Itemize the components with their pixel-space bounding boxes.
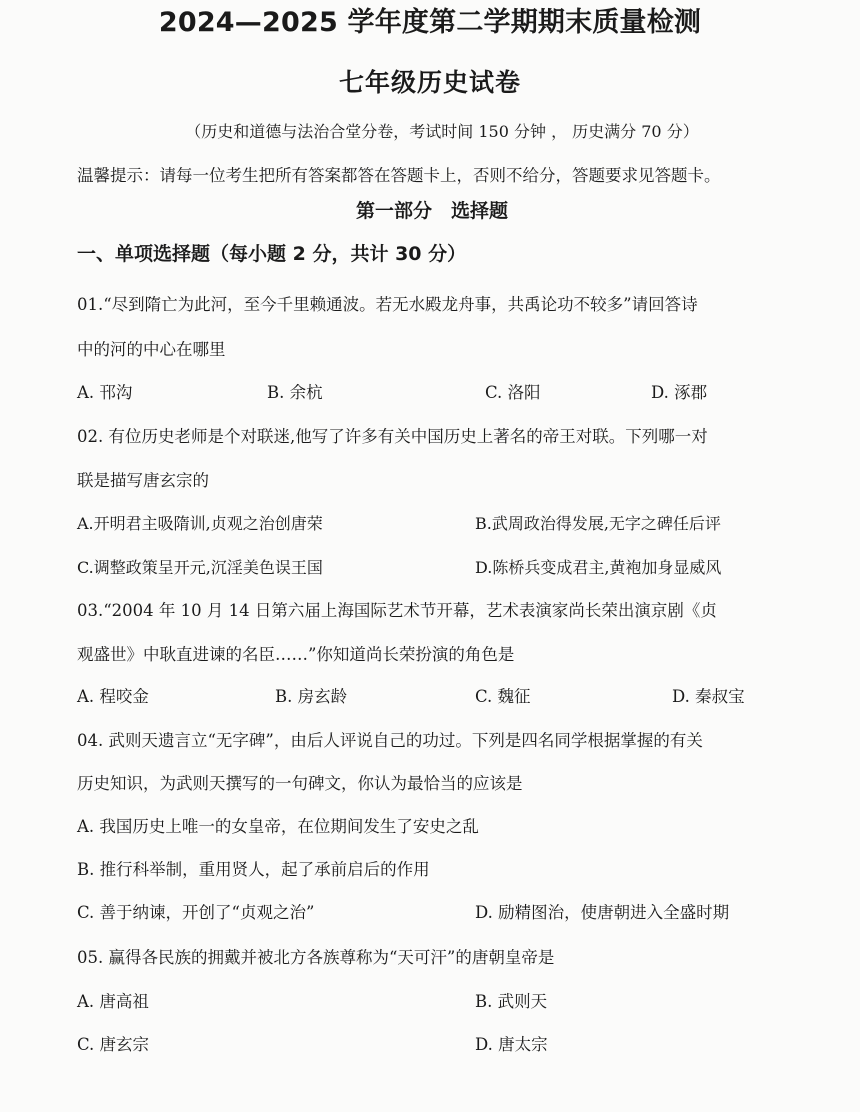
option-a: A. 程咬金 [77,687,149,706]
option-a: A. 我国历史上唯一的女皇帝，在位期间发生了安史之乱 [77,817,479,836]
exam-sub-title: 七年级历史试卷 [338,68,521,97]
question-line: 04. 武则天遗言立“无字碑”，由后人评说自己的功过。下列是四名同学根据掌握的有关 [77,731,703,750]
question-line: 历史知识，为武则天撰写的一句碑文，你认为最恰当的应该是 [77,774,523,793]
question-line: 中的河的中心在哪里 [77,340,226,359]
option-d: D. 秦叔宝 [672,687,745,706]
option-c: C. 唐玄宗 [77,1035,150,1054]
option-b: B. 房玄龄 [275,687,348,706]
option-d: D. 励精图治，使唐朝进入全盛时期 [475,903,730,922]
question-line: 联是描写唐玄宗的 [77,471,209,490]
option-a: A.开明君主吸隋训,贞观之治创唐荣 [77,514,323,533]
option-c: C. 洛阳 [485,383,541,402]
section-heading: 一、单项选择题（每小题 2 分，共计 30 分） [77,243,467,265]
question-line: 观盛世》中耿直进谏的名臣……”你知道尚长荣扮演的角色是 [77,645,515,664]
option-d: D. 涿郡 [651,383,708,402]
exam-main-title: 2024—2025 学年度第二学期期末质量检测 [158,7,702,38]
option-c: C.调整政策呈开元,沉淫美色误王国 [77,558,323,577]
option-b: B. 余杭 [267,383,323,402]
option-d: D.陈桥兵变成君主,黄袍加身显威风 [475,558,722,577]
option-a: A. 邗沟 [77,383,133,402]
question-line: 05. 赢得各民族的拥戴并被北方各族尊称为“天可汗”的唐朝皇帝是 [77,948,555,967]
option-d: D. 唐太宗 [475,1035,548,1054]
exam-tip: 温馨提示：请每一位考生把所有答案都答在答题卡上，否则不给分，答题要求见答题卡。 [77,166,721,185]
option-b: B.武周政治得发展,无字之碑任后评 [475,514,721,533]
option-c: C. 魏征 [475,687,531,706]
option-b: B. 推行科举制，重用贤人，起了承前启后的作用 [77,860,430,879]
option-b: B. 武则天 [475,992,548,1011]
question-line: 03.“2004 年 10 月 14 日第六届上海国际艺术节开幕，艺术表演家尚长荣出演京剧《贞 [77,601,717,620]
option-c: C. 善于纳谏，开创了“贞观之治” [77,903,315,922]
question-line: 01.“尽到隋亡为此河，至今千里赖通波。若无水殿龙舟事，共禹论功不较多”请回答诗 [77,295,698,314]
option-a: A. 唐高祖 [77,992,149,1011]
part-heading: 第一部分 选择题 [355,200,508,222]
question-line: 02. 有位历史老师是个对联迷,他写了许多有关中国历史上著名的帝王对联。下列哪一对 [77,427,708,446]
exam-note: （历史和道德与法治合堂分卷，考试时间 150 分钟 ， 历史满分 70 分） [185,122,699,141]
